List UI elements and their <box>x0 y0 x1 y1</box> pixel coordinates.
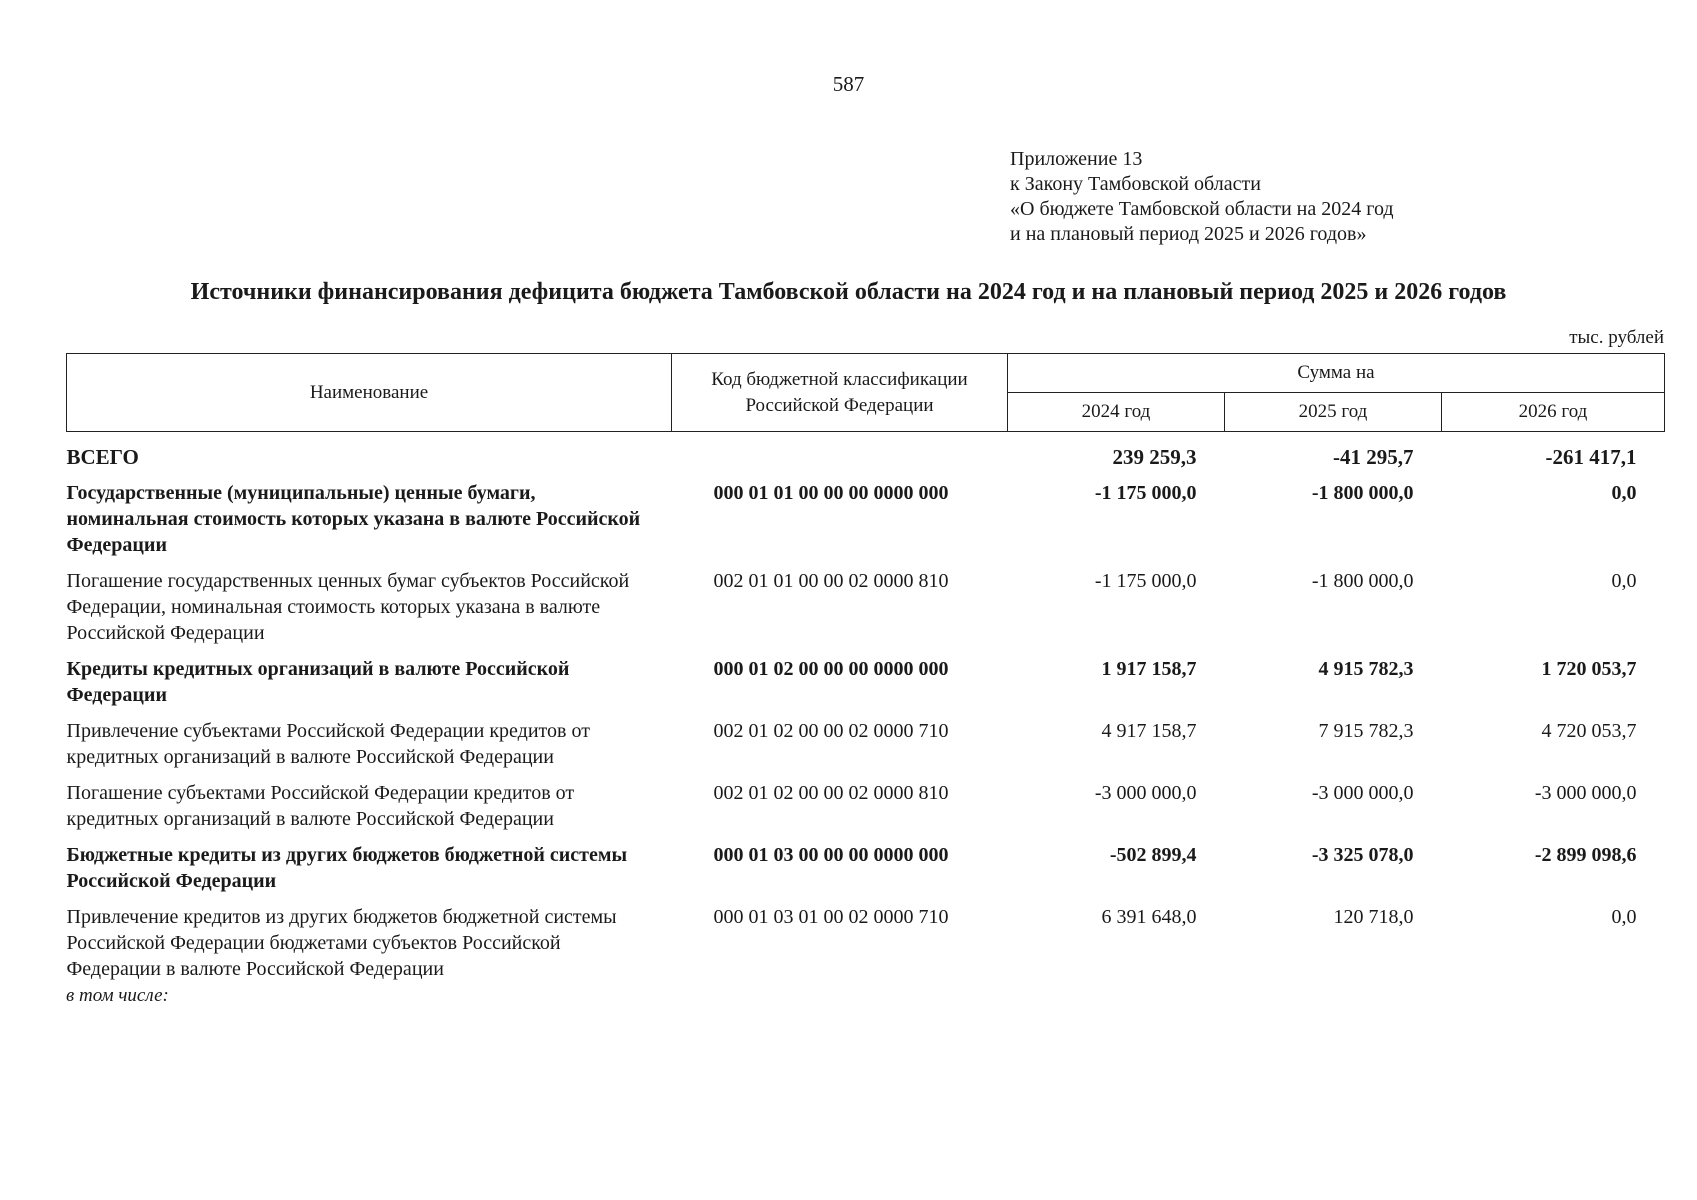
row-name: ВСЕГО <box>66 445 139 469</box>
table-row <box>67 708 1665 770</box>
table-row <box>67 770 1665 832</box>
page-number: 587 <box>832 72 865 96</box>
row-value-2024: 4 917 158,7 <box>1101 720 1197 742</box>
row-code: 002 01 02 00 00 02 0000 710 <box>713 720 949 742</box>
row-value-2026: 0,0 <box>1611 482 1637 504</box>
row-value-2026: 0,0 <box>1611 570 1637 592</box>
row-code: 002 01 01 00 00 02 0000 810 <box>713 570 949 592</box>
row-value-2025: -1 800 000,0 <box>1311 570 1414 592</box>
table-row <box>67 646 1665 708</box>
header-name: Наименование <box>67 354 672 432</box>
row-value-2025: -3 000 000,0 <box>1311 782 1414 804</box>
document-title: Источники финансирования дефицита бюджета Тамбовской области на 2024 год и на плановый период 2025 и 2026 годов <box>190 279 1507 305</box>
row-name: Погашение государственных ценных бумаг субъектов Российской Федерации, номинальная стоимость которых указана в валюте Российской Федерации <box>66 570 630 644</box>
row-value-2024: -1 175 000,0 <box>1094 570 1197 592</box>
row-name: Государственные (муниципальные) ценные бумаги, номинальная стоимость которых указана в валюте Российской Федерации <box>66 482 641 556</box>
header-2025: 2025 год <box>1225 393 1442 432</box>
row-value-2024: 6 391 648,0 <box>1101 906 1197 928</box>
row-name: Привлечение кредитов из других бюджетов бюджетной системы Российской Федерации бюджетами субъектов Российской Федерации в валюте Российской Федерации <box>66 906 617 980</box>
row-value-2026: 1 720 053,7 <box>1541 658 1637 680</box>
row-value-2025: -1 800 000,0 <box>1311 482 1414 504</box>
appendix-line-3: «О бюджете Тамбовской области на 2024 год <box>1010 198 1394 220</box>
table-header <box>67 354 1665 432</box>
row-value-2025: 120 718,0 <box>1333 906 1414 928</box>
row-value-2025: 4 915 782,3 <box>1318 658 1414 680</box>
row-value-2026: 4 720 053,7 <box>1541 720 1637 742</box>
row-value-2024: -1 175 000,0 <box>1094 482 1197 504</box>
table-row <box>67 558 1665 646</box>
row-value-2024: 239 259,3 <box>1112 445 1197 469</box>
budget-table <box>66 353 1665 982</box>
row-value-2025: 7 915 782,3 <box>1318 720 1414 742</box>
row-code: 000 01 03 01 00 02 0000 710 <box>713 906 949 928</box>
appendix-line-4: и на плановый период 2025 и 2026 годов» <box>1010 223 1367 245</box>
header-code: Код бюджетной классификации Российской Федерации <box>672 354 1008 432</box>
units-label: тыс. рублей <box>1569 327 1664 348</box>
row-code: 000 01 03 00 00 00 0000 000 <box>713 844 949 866</box>
row-value-2024: 1 917 158,7 <box>1101 658 1197 680</box>
row-value-2026: -2 899 098,6 <box>1534 844 1637 866</box>
header-sum: Сумма на <box>1008 354 1665 393</box>
table-row <box>67 432 1665 471</box>
row-code: 000 01 02 00 00 00 0000 000 <box>713 658 949 680</box>
header-2026: 2026 год <box>1442 393 1665 432</box>
table-body <box>67 432 1665 983</box>
row-value-2025: -3 325 078,0 <box>1311 844 1414 866</box>
row-name: Бюджетные кредиты из других бюджетов бюджетной системы Российской Федерации <box>66 844 628 892</box>
row-name: Кредиты кредитных организаций в валюте Российской Федерации <box>66 658 570 706</box>
appendix-header <box>1010 147 1394 247</box>
row-value-2026: 0,0 <box>1611 906 1637 928</box>
row-value-2026: -3 000 000,0 <box>1534 782 1637 804</box>
appendix-line-2: к Закону Тамбовской области <box>1010 173 1261 195</box>
header-2024: 2024 год <box>1008 393 1225 432</box>
table-row <box>67 832 1665 894</box>
row-name: Привлечение субъектами Российской Федерации кредитов от кредитных организаций в валюте Российской Федерации <box>66 720 590 768</box>
row-code: 000 01 01 00 00 00 0000 000 <box>713 482 949 504</box>
row-value-2024: -502 899,4 <box>1109 844 1197 866</box>
in-that-label: в том числе: <box>66 985 169 1006</box>
table-row <box>67 470 1665 558</box>
row-code: 002 01 02 00 00 02 0000 810 <box>713 782 949 804</box>
row-value-2024: -3 000 000,0 <box>1094 782 1197 804</box>
appendix-line-1: Приложение 13 <box>1010 148 1143 170</box>
table-row <box>67 894 1665 982</box>
row-name: Погашение субъектами Российской Федерации кредитов от кредитных организаций в валюте Российской Федерации <box>66 782 575 830</box>
row-code <box>672 432 1008 471</box>
row-value-2025: -41 295,7 <box>1333 445 1414 469</box>
row-value-2026: -261 417,1 <box>1545 445 1637 469</box>
